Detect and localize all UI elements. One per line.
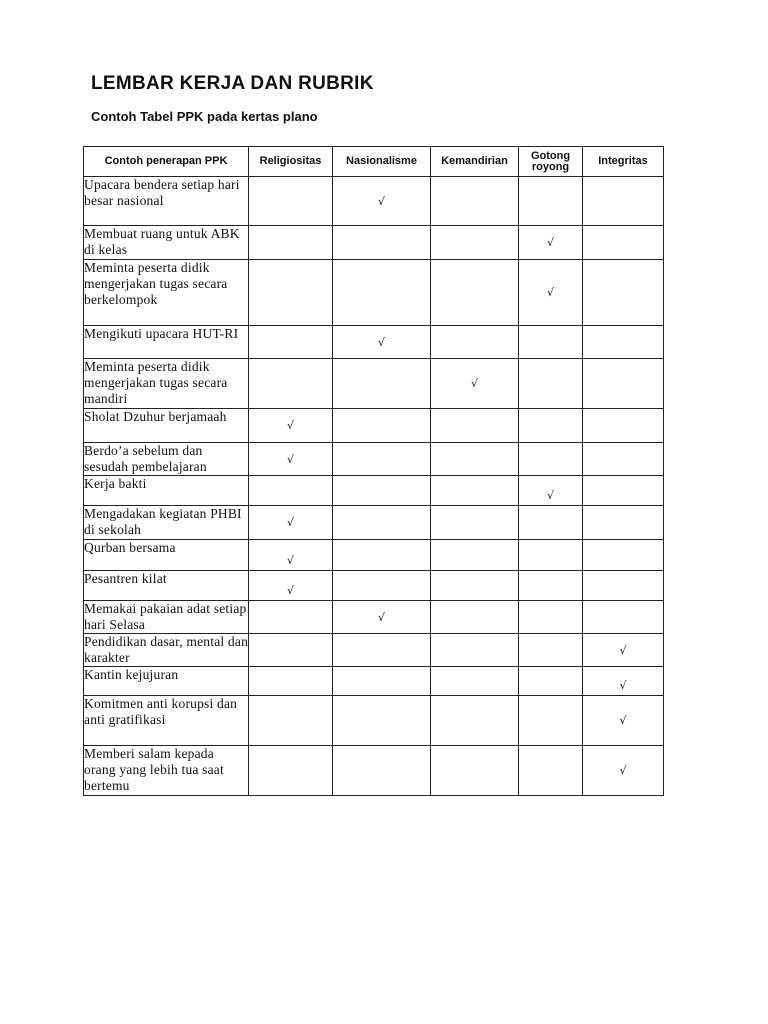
row-label: Meminta peserta didik mengerjakan tugas secara mandiri [84,359,249,409]
check-mark-cell: √ [249,443,333,476]
empty-cell [519,409,583,443]
empty-cell [249,226,333,260]
check-mark-cell: √ [583,696,664,746]
row-label: Mengadakan kegiatan PHBI di sekolah [84,506,249,540]
table-row [84,226,664,260]
empty-cell [583,571,664,601]
empty-cell [519,326,583,359]
table-row [84,634,664,667]
empty-cell [583,476,664,506]
empty-cell [333,506,431,540]
header-cell: Kemandirian [431,147,519,177]
check-mark-cell: √ [249,540,333,571]
row-label: Berdo’a sebelum dan sesudah pembelajaran [84,443,249,476]
empty-cell [249,634,333,667]
check-mark-cell: √ [249,571,333,601]
row-label: Membuat ruang untuk ABK di kelas [84,226,249,260]
empty-cell [333,634,431,667]
table-row [84,746,664,796]
empty-cell [431,696,519,746]
empty-cell [519,746,583,796]
row-label: Pesantren kilat [84,571,249,601]
empty-cell [583,177,664,226]
row-label: Meminta peserta didik mengerjakan tugas secara berkelompok [84,260,249,326]
empty-cell [249,326,333,359]
row-label: Pendidikan dasar, mental dan karakter [84,634,249,665]
empty-cell [249,177,333,226]
ppk-table [83,146,664,796]
check-mark-cell: √ [333,601,431,634]
check-mark-cell: √ [431,359,519,409]
empty-cell [583,409,664,443]
check-mark-cell: √ [333,177,431,226]
row-label: Kantin kejujuran [84,667,249,696]
table-row [84,177,664,226]
empty-cell [333,667,431,696]
empty-cell [431,667,519,696]
empty-cell [431,226,519,260]
empty-cell [249,667,333,696]
empty-cell [333,696,431,746]
check-mark-cell: √ [519,226,583,260]
row-label: Mengikuti upacara HUT-RI [84,326,249,359]
table-row [84,571,664,601]
empty-cell [431,634,519,667]
empty-cell [333,571,431,601]
table-row [84,359,664,409]
empty-cell [519,359,583,409]
row-label: Kerja bakti [84,476,249,506]
check-mark-cell: √ [583,634,664,667]
empty-cell [519,506,583,540]
empty-cell [333,260,431,326]
empty-cell [583,326,664,359]
empty-cell [583,506,664,540]
row-label: Memberi salam kepada orang yang lebih tua saat bertemu [84,746,249,796]
empty-cell [519,571,583,601]
empty-cell [249,476,333,506]
table-header-row [84,147,664,177]
empty-cell [431,476,519,506]
empty-cell [519,601,583,634]
check-mark-cell: √ [519,476,583,506]
empty-cell [249,696,333,746]
check-mark-cell: √ [249,409,333,443]
empty-cell [333,476,431,506]
empty-cell [333,746,431,796]
empty-cell [431,601,519,634]
empty-cell [431,443,519,476]
table-row [84,409,664,443]
check-mark-cell: √ [583,746,664,796]
table-body [84,177,664,796]
table-row [84,260,664,326]
empty-cell [583,260,664,326]
header-cell: Contoh penerapan PPK [84,147,249,177]
empty-cell [431,260,519,326]
table-row [84,443,664,476]
empty-cell [333,540,431,571]
empty-cell [583,226,664,260]
document-title: LEMBAR KERJA DAN RUBRIK [91,73,374,94]
check-mark-cell: √ [519,260,583,326]
table-row [84,696,664,746]
empty-cell [519,177,583,226]
row-label: Upacara bendera setiap hari besar nasional [84,177,249,226]
empty-cell [249,260,333,326]
empty-cell [583,443,664,476]
row-label: Sholat Dzuhur berjamaah [84,409,249,443]
empty-cell [333,409,431,443]
check-mark-cell: √ [583,667,664,696]
empty-cell [333,359,431,409]
table-row [84,326,664,359]
empty-cell [431,409,519,443]
table-row [84,667,664,696]
empty-cell [333,443,431,476]
empty-cell [583,601,664,634]
header-cell: Religiositas [249,147,333,177]
empty-cell [519,443,583,476]
empty-cell [583,540,664,571]
empty-cell [519,696,583,746]
row-label: Komitmen anti korupsi dan anti gratifikasi [84,696,249,746]
table-row [84,476,664,506]
empty-cell [431,506,519,540]
empty-cell [249,359,333,409]
table-row [84,540,664,571]
empty-cell [519,540,583,571]
table-row [84,506,664,540]
empty-cell [333,226,431,260]
empty-cell [431,326,519,359]
document-subtitle: Contoh Tabel PPK pada kertas plano [91,109,318,124]
empty-cell [249,746,333,796]
row-label: Memakai pakaian adat setiap hari Selasa [84,601,249,634]
empty-cell [431,177,519,226]
empty-cell [519,667,583,696]
empty-cell [249,601,333,634]
header-cell: Gotong royong [519,147,583,177]
check-mark-cell: √ [249,506,333,540]
table-row [84,601,664,634]
check-mark-cell: √ [333,326,431,359]
row-label: Qurban bersama [84,540,249,571]
header-cell: Nasionalisme [333,147,431,177]
empty-cell [519,634,583,667]
empty-cell [583,359,664,409]
empty-cell [431,571,519,601]
header-cell: Integritas [583,147,664,177]
empty-cell [431,540,519,571]
empty-cell [431,746,519,796]
